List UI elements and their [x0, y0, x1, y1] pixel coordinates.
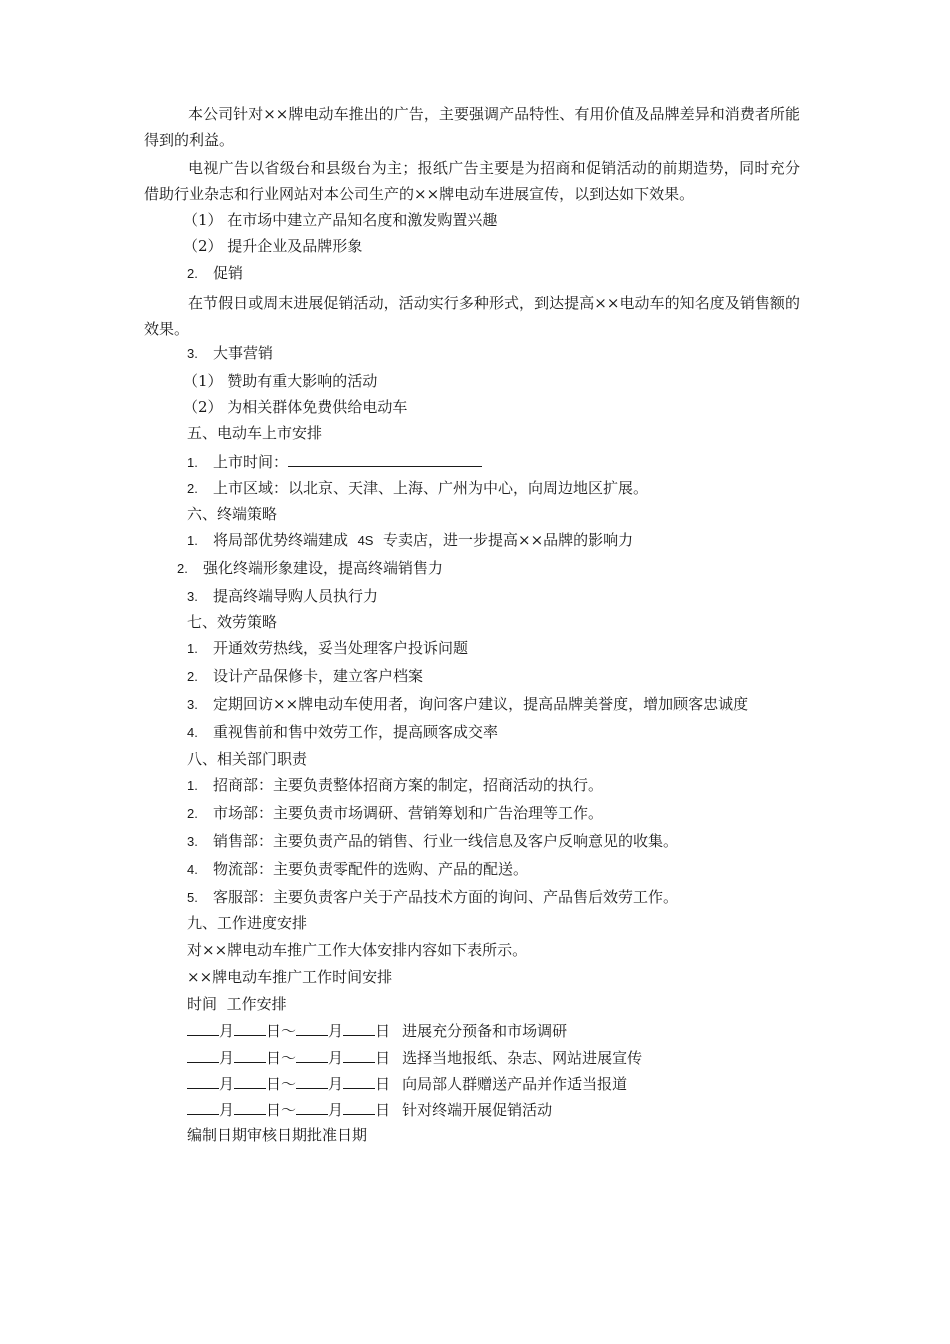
promo-heading-text: 促销 — [213, 264, 244, 282]
month-blank — [187, 1072, 219, 1089]
schedule-task: 针对终端开展促销活动 — [402, 1101, 553, 1119]
list-number: 1. — [187, 641, 198, 656]
service-item-text: 开通效劳热线，妥当处理客户投诉问题 — [213, 639, 469, 657]
launch-region-text: 上市区域：以北京、天津、上海、广州为中心，向周边地区扩展。 — [213, 479, 649, 497]
schedule-row — [187, 1019, 567, 1039]
event-item-2: （2） 为相关群体免费供给电动车 — [183, 398, 408, 416]
service-item-text: 设计产品保修卡，建立客户档案 — [213, 667, 424, 685]
schedule-task: 选择当地报纸、杂志、网站进展宣传 — [402, 1049, 643, 1067]
section-9-heading: 九、工作进度安排 — [187, 914, 308, 932]
month-label: 月 — [328, 1049, 344, 1067]
schedule-task: 进展充分预备和市场调研 — [402, 1022, 568, 1040]
month-blank — [296, 1098, 328, 1115]
day-blank — [343, 1072, 375, 1089]
terminal-item-2 — [177, 558, 443, 578]
schedule-row — [187, 1098, 552, 1118]
day-label: 日 — [266, 1022, 282, 1040]
dept-item-text: 客服部：主要负责客户关于产品技术方面的询问、产品售后效劳工作。 — [213, 888, 679, 906]
service-item-text: 重视售前和售中效劳工作，提高顾客成交率 — [213, 723, 499, 741]
launch-item-1 — [187, 450, 482, 470]
section-8-heading: 八、相关部门职责 — [187, 750, 308, 768]
day-blank — [343, 1019, 375, 1036]
list-number: 1. — [187, 778, 198, 793]
month-label: 月 — [328, 1022, 344, 1040]
month-blank — [187, 1046, 219, 1063]
month-label: 月 — [328, 1101, 344, 1119]
service-item-text: 定期回访××牌电动车使用者，询问客户建议，提高品牌美誉度，增加顾客忠诚度 — [213, 695, 749, 713]
schedule-table-title: ××牌电动车推广工作时间安排 — [187, 968, 393, 986]
range-separator: ～ — [281, 1075, 297, 1093]
terminal-item-1-text-a: 将局部优势终端建成 — [213, 531, 349, 549]
day-blank — [234, 1019, 266, 1036]
month-blank — [187, 1098, 219, 1115]
day-label: 日 — [375, 1022, 391, 1040]
day-blank — [234, 1072, 266, 1089]
intro-paragraph-1: 本公司针对××牌电动车推出的广告，主要强调产品特性、有用价值及品牌差异和消费者所能得到的利益。 — [144, 105, 800, 149]
day-blank — [234, 1098, 266, 1115]
day-blank — [343, 1098, 375, 1115]
dept-item — [187, 803, 603, 823]
schedule-row — [187, 1046, 642, 1066]
dept-item-text: 市场部：主要负责市场调研、营销筹划和广告治理等工作。 — [213, 804, 604, 822]
month-label: 月 — [328, 1075, 344, 1093]
service-item — [187, 638, 468, 658]
terminal-item-3-text: 提高终端导购人员执行力 — [213, 587, 379, 605]
month-label: 月 — [219, 1101, 235, 1119]
schedule-task: 向局部人群赠送产品并作适当报道 — [402, 1075, 628, 1093]
day-label: 日 — [375, 1101, 391, 1119]
terminal-item-1-text-c: 专卖店，进一步提高××品牌的影响力 — [383, 531, 634, 549]
section-7-heading: 七、效劳策略 — [187, 613, 278, 631]
day-label: 日 — [375, 1049, 391, 1067]
dept-item-text: 招商部：主要负责整体招商方案的制定，招商活动的执行。 — [213, 776, 604, 794]
list-number: 4. — [187, 862, 198, 877]
effect-item-2: （2） 提升企业及品牌形象 — [183, 237, 363, 255]
dept-item — [187, 859, 528, 879]
month-blank — [296, 1019, 328, 1036]
terminal-item-1-text-b: 4S — [357, 533, 374, 548]
list-number: 2. — [177, 561, 188, 576]
list-number: 2. — [187, 806, 198, 821]
event-heading — [187, 343, 273, 363]
dept-item — [187, 887, 678, 907]
range-separator: ～ — [281, 1022, 297, 1040]
list-number: 3. — [187, 834, 198, 849]
promo-paragraph: 在节假日或周末进展促销活动，活动实行多种形式，到达提高××电动车的知名度及销售额的效果。 — [144, 294, 800, 338]
effect-item-1: （1） 在市场中建立产品知名度和激发购置兴趣 — [183, 211, 498, 229]
event-item-1: （1） 赞助有重大影响的活动 — [183, 372, 378, 390]
list-number: 4. — [187, 725, 198, 740]
schedule-intro: 对××牌电动车推广工作大体安排内容如下表所示。 — [187, 941, 528, 959]
col-time-header: 时间 — [187, 995, 218, 1013]
month-label: 月 — [219, 1022, 235, 1040]
list-number: 3. — [187, 589, 198, 604]
terminal-item-3 — [187, 586, 378, 606]
launch-time-label: 上市时间： — [213, 453, 289, 471]
range-separator: ～ — [281, 1101, 297, 1119]
event-heading-text: 大事营销 — [213, 344, 274, 362]
day-label: 日 — [266, 1101, 282, 1119]
day-blank — [234, 1046, 266, 1063]
section-5-heading: 五、电动车上市安排 — [187, 424, 323, 442]
list-number: 1. — [187, 533, 198, 548]
list-number: 2. — [187, 481, 198, 496]
schedule-table-header — [187, 994, 287, 1014]
list-number: 3. — [187, 346, 198, 361]
intro-paragraph-2: 电视广告以省级台和县级台为主；报纸广告主要是为招商和促销活动的前期造势，同时充分借助行业杂志和行业网站对本公司生产的××牌电动车进展宣传，以到达如下效果。 — [144, 159, 800, 203]
month-blank — [296, 1046, 328, 1063]
col-task-header: 工作安排 — [226, 995, 287, 1013]
day-label: 日 — [266, 1075, 282, 1093]
list-number: 2. — [187, 266, 198, 281]
dept-item-text: 销售部：主要负责产品的销售、行业一线信息及客户反响意见的收集。 — [213, 832, 679, 850]
launch-time-blank — [288, 450, 482, 467]
terminal-item-2-text: 强化终端形象建设，提高终端销售力 — [203, 559, 444, 577]
service-item — [187, 666, 423, 686]
dept-item-text: 物流部：主要负责零配件的选购、产品的配送。 — [213, 860, 529, 878]
day-blank — [343, 1046, 375, 1063]
launch-item-2 — [187, 478, 648, 498]
range-separator: ～ — [281, 1049, 297, 1067]
section-6-heading: 六、终端策略 — [187, 505, 278, 523]
day-label: 日 — [266, 1049, 282, 1067]
list-number: 2. — [187, 669, 198, 684]
day-label: 日 — [375, 1075, 391, 1093]
month-blank — [296, 1072, 328, 1089]
promo-heading — [187, 263, 243, 283]
month-label: 月 — [219, 1075, 235, 1093]
dept-item — [187, 775, 603, 795]
month-label: 月 — [219, 1049, 235, 1067]
schedule-row — [187, 1072, 627, 1092]
service-item — [187, 694, 748, 714]
service-item — [187, 722, 498, 742]
list-number: 5. — [187, 890, 198, 905]
list-number: 3. — [187, 697, 198, 712]
approval-dates-line: 编制日期审核日期批准日期 — [187, 1126, 368, 1144]
list-number: 1. — [187, 455, 198, 470]
dept-item — [187, 831, 678, 851]
month-blank — [187, 1019, 219, 1036]
terminal-item-1 — [187, 530, 633, 550]
